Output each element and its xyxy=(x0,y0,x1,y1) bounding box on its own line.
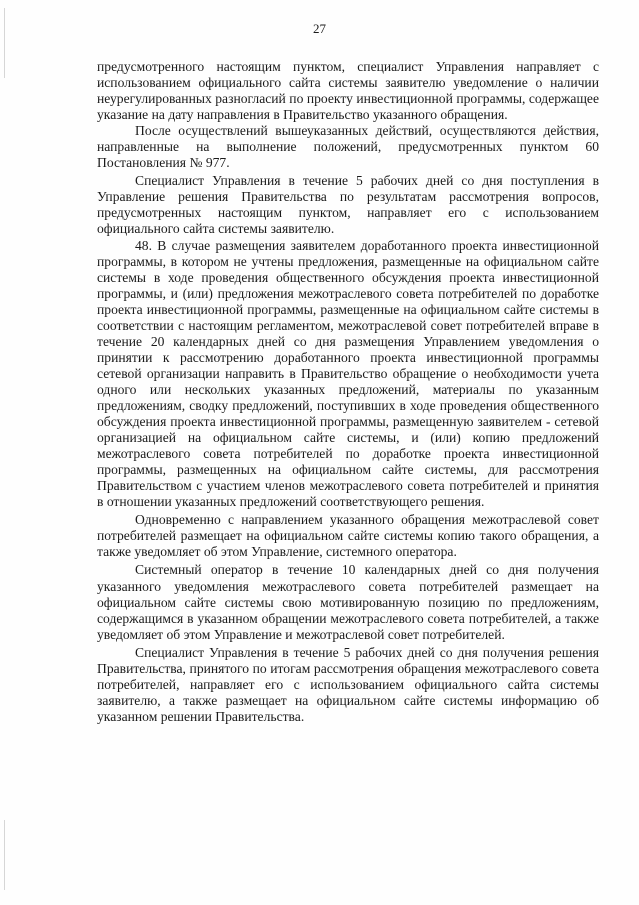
paragraph-continuation: предусмотренного настоящим пунктом, специалист Управления направляет с использованием официального сайта системы заявителю уведомление о наличии неурегулированных разногласий по проекту инвестиционной программы, содержащее указание на дату направления в Правительство указанного обращения. xyxy=(97,59,599,123)
scan-edge-shadow xyxy=(4,820,5,890)
paragraph: Специалист Управления в течение 5 рабочих дней со дня поступления в Управление решения Правительства по результатам рассмотрения вопросов, предусмотренных настоящим пунктом, направляет его с использованием официального сайта системы заявителю. xyxy=(97,173,599,237)
paragraph-clause-48: 48. В случае размещения заявителем доработанного проекта инвестиционной программы, в котором не учтены предложения, размещенные на официальном сайте системы в ходе проведения общественного обсуждения проекта инвестиционной программы, и (или) предложения межотраслевого совета потребителей по доработке проекта инвестиционной программы, размещенные на официальном сайте системы в соответствии с настоящим регламентом, межотраслевой совет потребителей вправе в течение 20 календарных дней со дня размещения Управлением уведомления о принятии к рассмотрению доработанного проекта инвестиционной программы сетевой организации направить в Правительство обращение о необходимости учета одного или нескольких указанных предложений, материалы по указанным предложениям, сводку предложений, поступивших в ходе проведения общественного обсуждения проекта инвестиционной программы, размещенную заявителем - сетевой организацией на официальном сайте системы, и (или) копию предложений межотраслевого совета потребителей по доработке проекта инвестиционной программы, размещенных на официальном сайте системы, для рассмотрения Правительством с участием членов межотраслевого совета потребителей и принятия в отношении указанных предложений соответствующего решения. xyxy=(97,237,599,510)
paragraph: Одновременно с направлением указанного обращения межотраслевой совет потребителей размещает на официальном сайте системы копию такого обращения, а также уведомляет об этом Управление, системного оператора. xyxy=(97,512,599,560)
paragraph: После осуществлений вышеуказанных действий, осуществляются действия, направленные на выполнение положений, предусмотренных пунктом 60 Постановления № 977. xyxy=(97,123,599,171)
scan-edge-shadow xyxy=(4,8,5,78)
document-body xyxy=(97,59,599,725)
paragraph: Системный оператор в течение 10 календарных дней со дня получения указанного уведомления межотраслевого совета потребителей размещает на официальном сайте системы свою мотивированную позицию по предложениям, содержащимся в указанном обращении межотраслевого совета потребителей, а также уведомляет об этом Управление и межотраслевой совет потребителей. xyxy=(97,562,599,642)
page-number: 27 xyxy=(313,21,326,36)
paragraph: Специалист Управления в течение 5 рабочих дней со дня получения решения Правительства, принятого по итогам рассмотрения обращения межотраслевого совета потребителей, направляет его с использованием официального сайта системы заявителю, а также размещает на официальном сайте системы информацию об указанном решении Правительства. xyxy=(97,644,599,724)
